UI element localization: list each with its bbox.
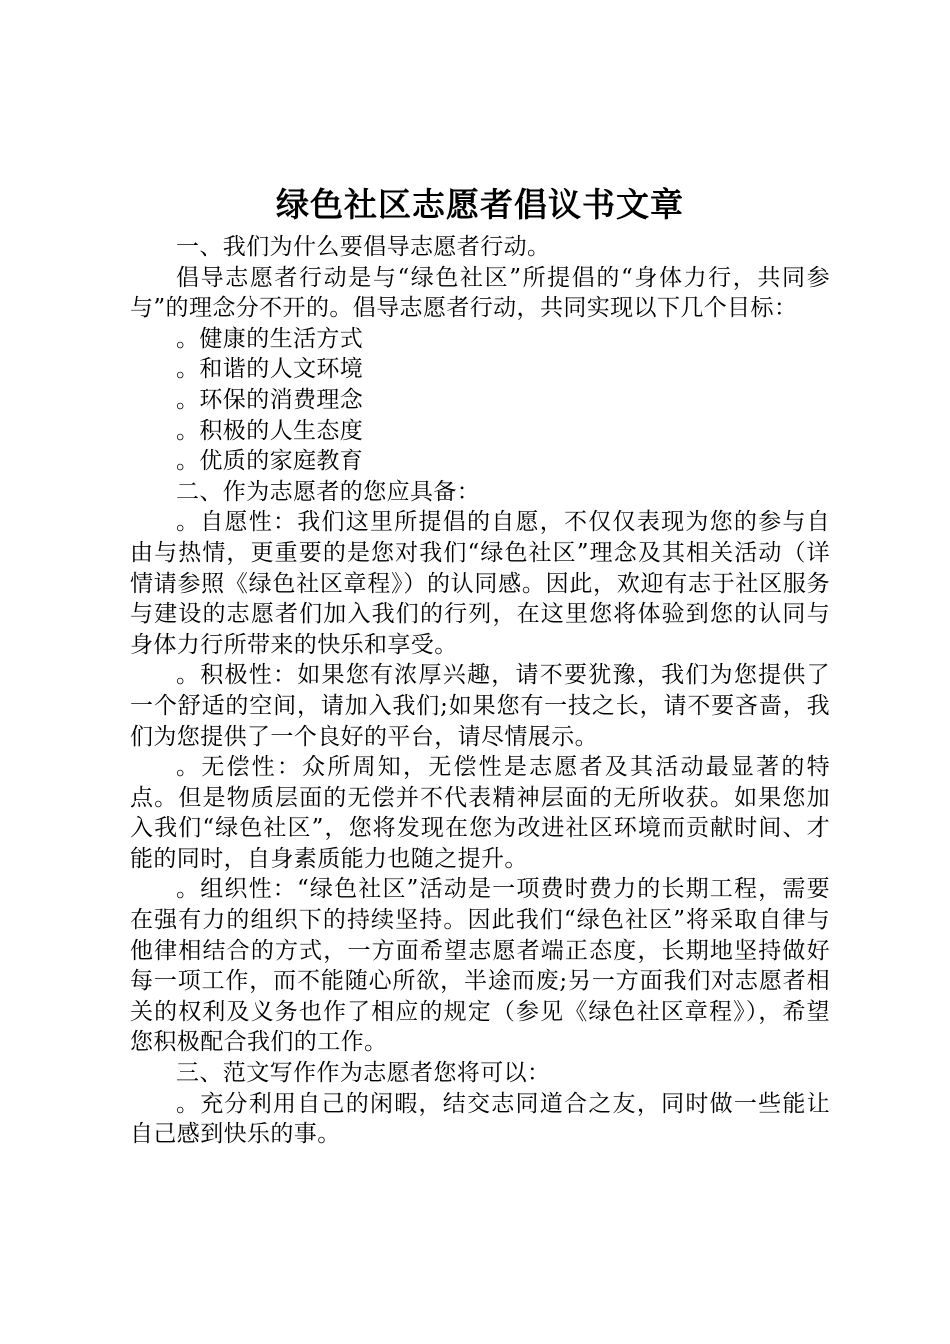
goal-item: 。优质的家庭教育 xyxy=(176,448,364,475)
quality-voluntary: 。自愿性：我们这里所提倡的自愿，不仅仅表现为您的参与自由与热情，更重要的是您对我们“绿色社区”理念及其相关活动（详情请参照《绿色社区章程》）的认同感。因此，欢迎有志于社区服务与建设的志愿者们加入我们的行列，在这里您将体验到您的认同与身体力行所带来的快乐和享受。 xyxy=(130,509,830,658)
document-page xyxy=(130,180,830,1150)
quality-unpaid: 。无偿性：众所周知，无偿性是志愿者及其活动最显著的特点。但是物质层面的无偿并不代表精神层面的无所收获。如果您加入我们“绿色社区”，您将发现在您为改进社区环境而贡献时间、才能的同时，自身素质能力也随之提升。 xyxy=(130,754,830,872)
goal-item: 。积极的人生态度 xyxy=(176,417,364,444)
quality-organized: 。组织性：“绿色社区”活动是一项费时费力的长期工程，需要在强有力的组织下的持续坚持。因此我们“绿色社区”将采取自律与他律相结合的方式，一方面希望志愿者端正态度，长期地坚持做好每一项工作，而不能随心所欲，半途而废;另一方面我们对志愿者相关的权利及义务也作了相应的规定（参见《绿色社区章程》），希望您积极配合我们的工作。 xyxy=(130,876,830,1056)
goal-item: 。健康的生活方式 xyxy=(176,325,364,352)
section-heading-why: 一、我们为什么要倡导志愿者行动。 xyxy=(176,234,551,260)
goal-item: 。环保的消费理念 xyxy=(176,386,364,413)
section-heading-qualities: 二、作为志愿者的您应具备： xyxy=(176,478,481,505)
quality-active: 。积极性：如果您有浓厚兴趣，请不要犹豫，我们为您提供了一个舒适的空间，请加入我们;如果您有一技之长，请不要吝啬，我们为您提供了一个良好的平台，请尽情展示。 xyxy=(130,662,830,750)
intro-paragraph: 倡导志愿者行动是与“绿色社区”所提倡的“身体力行，共同参与”的理念分不开的。倡导志愿者行动，共同实现以下几个目标： xyxy=(130,264,830,322)
benefit-item: 。充分利用自己的闲暇，结交志同道合之友，同时做一些能让自己感到快乐的事。 xyxy=(130,1090,830,1148)
section-heading-benefits: 三、范文写作作为志愿者您将可以： xyxy=(176,1060,551,1087)
document-title: 绿色社区志愿者倡议书文章 xyxy=(276,185,684,224)
goal-item: 。和谐的人文环境 xyxy=(176,356,364,383)
